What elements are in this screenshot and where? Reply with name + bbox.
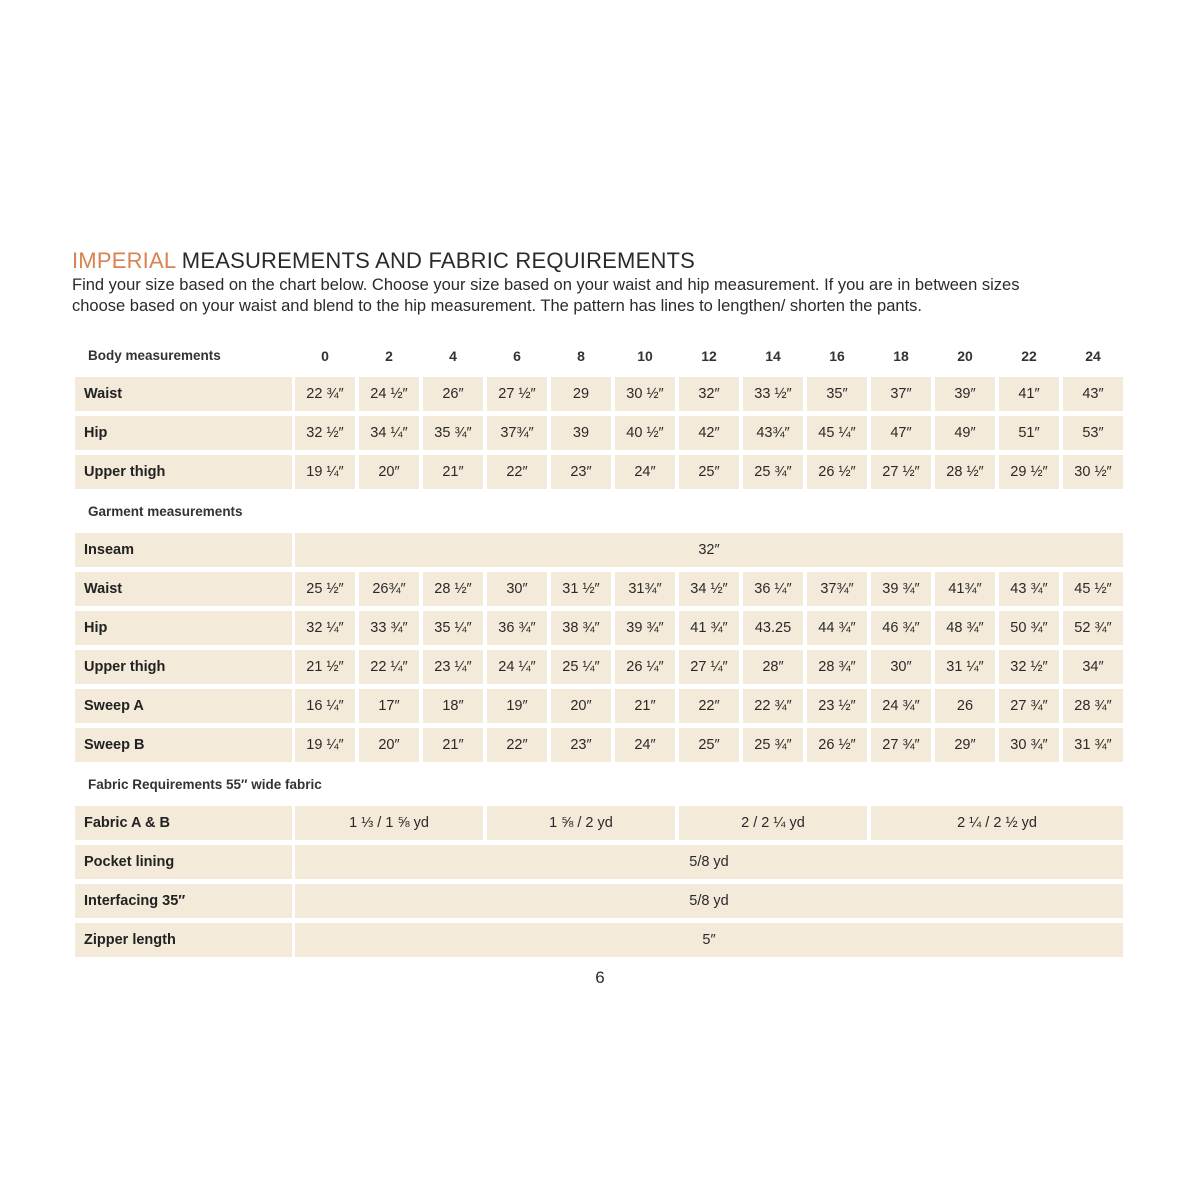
table-cell: 50 ¾″ (999, 611, 1059, 645)
size-header: 22 (1021, 347, 1037, 364)
table-cell: 22″ (487, 728, 547, 762)
table-cell: 5″ (295, 923, 1123, 957)
table-cell: 24″ (615, 728, 675, 762)
row-label: Waist (75, 572, 292, 606)
table-cell: 46 ¾″ (871, 611, 931, 645)
table-cell: 27 ½″ (871, 455, 931, 489)
row-label: Hip (75, 611, 292, 645)
table-cell: 20″ (551, 689, 611, 723)
size-header: 16 (829, 347, 845, 364)
table-cell: 25 ¾″ (743, 728, 803, 762)
table-cell: 48 ¾″ (935, 611, 995, 645)
table-cell: 41″ (999, 377, 1059, 411)
table-cell: 35 ¾″ (423, 416, 483, 450)
table-cell: 47″ (871, 416, 931, 450)
body-row-waist (75, 375, 1123, 414)
table-cell: 31¾″ (615, 572, 675, 606)
garment-row-hip (75, 609, 1123, 648)
table-cell: 43″ (1063, 377, 1123, 411)
table-cell: 28 ¾″ (807, 650, 867, 684)
table-cell: 1 ⅓ / 1 ⅝ yd (295, 806, 483, 840)
title-rest: MEASUREMENTS AND FABRIC REQUIREMENTS (175, 248, 696, 273)
table-cell: 43 ¾″ (999, 572, 1059, 606)
table-cell: 28 ¾″ (1063, 689, 1123, 723)
table-cell: 51″ (999, 416, 1059, 450)
body-measurements-header (75, 336, 1123, 375)
garment-row-sweep-a (75, 687, 1123, 726)
table-cell: 23″ (551, 728, 611, 762)
table-cell: 34 ½″ (679, 572, 739, 606)
page-title (72, 248, 695, 274)
table-cell: 30″ (487, 572, 547, 606)
table-cell: 22 ¾″ (743, 689, 803, 723)
table-cell: 20″ (359, 455, 419, 489)
table-cell: 32″ (679, 377, 739, 411)
garment-row-upper-thigh (75, 648, 1123, 687)
table-cell: 34″ (1063, 650, 1123, 684)
size-header: 24 (1085, 347, 1101, 364)
table-cell: 53″ (1063, 416, 1123, 450)
table-cell: 29″ (935, 728, 995, 762)
section-title-body: Body measurements (88, 348, 221, 363)
table-cell: 35 ¼″ (423, 611, 483, 645)
section-title-fabric: Fabric Requirements 55″ wide fabric (88, 777, 322, 792)
size-header: 0 (321, 347, 329, 364)
table-cell: 24″ (615, 455, 675, 489)
table-cell: 28 ½″ (935, 455, 995, 489)
row-label: Inseam (75, 533, 292, 567)
table-cell: 19 ¼″ (295, 455, 355, 489)
table-cell: 26 ½″ (807, 728, 867, 762)
table-cell: 33 ¾″ (359, 611, 419, 645)
size-header: 10 (637, 347, 653, 364)
fabric-requirements-header (75, 765, 1123, 804)
body-row-hip (75, 414, 1123, 453)
table-cell: 18″ (423, 689, 483, 723)
table-cell: 25 ¼″ (551, 650, 611, 684)
row-label: Hip (75, 416, 292, 450)
table-cell: 31 ¼″ (935, 650, 995, 684)
body-row-upper-thigh (75, 453, 1123, 492)
size-header: 8 (577, 347, 585, 364)
table-cell: 27 ¼″ (679, 650, 739, 684)
fabric-row-fabric-a-b (75, 804, 1123, 843)
table-cell: 31 ½″ (551, 572, 611, 606)
page-number: 6 (595, 968, 605, 987)
table-cell: 16 ¼″ (295, 689, 355, 723)
table-cell: 42″ (679, 416, 739, 450)
garment-measurements-header (75, 492, 1123, 531)
table-cell: 22″ (679, 689, 739, 723)
table-cell: 25″ (679, 728, 739, 762)
size-chart-table (75, 336, 1123, 960)
table-cell: 52 ¾″ (1063, 611, 1123, 645)
table-cell: 43.25 (743, 611, 803, 645)
table-cell: 36 ¾″ (487, 611, 547, 645)
table-cell: 37¾″ (807, 572, 867, 606)
table-cell: 26¾″ (359, 572, 419, 606)
table-cell: 27 ½″ (487, 377, 547, 411)
table-cell: 39 ¾″ (871, 572, 931, 606)
table-cell: 40 ½″ (615, 416, 675, 450)
table-cell: 43¾″ (743, 416, 803, 450)
table-cell: 34 ¼″ (359, 416, 419, 450)
section-title-garment: Garment measurements (88, 504, 243, 519)
table-cell: 26″ (423, 377, 483, 411)
garment-row-inseam (75, 531, 1123, 570)
size-header: 18 (893, 347, 909, 364)
size-header: 2 (385, 347, 393, 364)
table-cell: 32 ½″ (999, 650, 1059, 684)
fabric-row-interfacing-35 (75, 882, 1123, 921)
table-cell: 31 ¾″ (1063, 728, 1123, 762)
table-cell: 21″ (423, 455, 483, 489)
row-label: Sweep A (75, 689, 292, 723)
table-cell: 1 ⅝ / 2 yd (487, 806, 675, 840)
table-cell: 21″ (615, 689, 675, 723)
table-cell: 39″ (935, 377, 995, 411)
table-cell: 22″ (487, 455, 547, 489)
table-cell: 41¾″ (935, 572, 995, 606)
garment-row-sweep-b (75, 726, 1123, 765)
table-cell: 37″ (871, 377, 931, 411)
size-header: 14 (765, 347, 781, 364)
table-cell: 26 ¼″ (615, 650, 675, 684)
table-cell: 24 ¼″ (487, 650, 547, 684)
size-header: 20 (957, 347, 973, 364)
table-cell: 25 ¾″ (743, 455, 803, 489)
table-cell: 32″ (295, 533, 1123, 567)
table-cell: 21″ (423, 728, 483, 762)
table-cell: 29 (551, 377, 611, 411)
table-cell: 32 ¼″ (295, 611, 355, 645)
fabric-row-zipper-length (75, 921, 1123, 960)
table-cell: 30 ¾″ (999, 728, 1059, 762)
table-cell: 22 ¾″ (295, 377, 355, 411)
table-cell: 38 ¾″ (551, 611, 611, 645)
table-cell: 22 ¼″ (359, 650, 419, 684)
table-cell: 30″ (871, 650, 931, 684)
size-header: 12 (701, 347, 717, 364)
table-cell: 5/8 yd (295, 884, 1123, 918)
table-cell: 27 ¾″ (999, 689, 1059, 723)
table-cell: 23″ (551, 455, 611, 489)
table-cell: 25″ (679, 455, 739, 489)
table-cell: 39 (551, 416, 611, 450)
row-label: Fabric A & B (75, 806, 292, 840)
row-label: Zipper length (75, 923, 292, 957)
table-cell: 19 ¼″ (295, 728, 355, 762)
table-cell: 29 ½″ (999, 455, 1059, 489)
row-label: Upper thigh (75, 650, 292, 684)
table-cell: 45 ½″ (1063, 572, 1123, 606)
row-label: Waist (75, 377, 292, 411)
table-cell: 23 ½″ (807, 689, 867, 723)
table-cell: 26 (935, 689, 995, 723)
table-cell: 26 ½″ (807, 455, 867, 489)
table-cell: 2 / 2 ¼ yd (679, 806, 867, 840)
table-cell: 44 ¾″ (807, 611, 867, 645)
size-header: 6 (513, 347, 521, 364)
row-label: Upper thigh (75, 455, 292, 489)
table-cell: 37¾″ (487, 416, 547, 450)
intro-line-2: choose based on your waist and blend to the hip measurement. The pattern has lines to lengthen/ shorten the pants. (72, 297, 922, 315)
table-cell: 30 ½″ (1063, 455, 1123, 489)
row-label: Pocket lining (75, 845, 292, 879)
table-cell: 2 ¼ / 2 ½ yd (871, 806, 1123, 840)
table-cell: 35″ (807, 377, 867, 411)
table-cell: 30 ½″ (615, 377, 675, 411)
garment-row-waist (75, 570, 1123, 609)
table-cell: 24 ½″ (359, 377, 419, 411)
table-cell: 33 ½″ (743, 377, 803, 411)
table-cell: 27 ¾″ (871, 728, 931, 762)
table-cell: 21 ½″ (295, 650, 355, 684)
table-cell: 28 ½″ (423, 572, 483, 606)
intro-line-1: Find your size based on the chart below. Choose your size based on your waist and hip measurement. If you are in between sizes (72, 276, 1020, 294)
row-label: Sweep B (75, 728, 292, 762)
table-cell: 28″ (743, 650, 803, 684)
table-cell: 45 ¼″ (807, 416, 867, 450)
table-cell: 49″ (935, 416, 995, 450)
table-cell: 20″ (359, 728, 419, 762)
fabric-row-pocket-lining (75, 843, 1123, 882)
table-cell: 24 ¾″ (871, 689, 931, 723)
intro-text (72, 275, 1132, 317)
row-label: Interfacing 35″ (75, 884, 292, 918)
table-cell: 32 ½″ (295, 416, 355, 450)
size-header: 4 (449, 347, 457, 364)
table-cell: 5/8 yd (295, 845, 1123, 879)
table-cell: 17″ (359, 689, 419, 723)
table-cell: 23 ¼″ (423, 650, 483, 684)
table-cell: 25 ½″ (295, 572, 355, 606)
table-cell: 19″ (487, 689, 547, 723)
table-cell: 41 ¾″ (679, 611, 739, 645)
title-accent: IMPERIAL (72, 248, 176, 273)
table-cell: 36 ¼″ (743, 572, 803, 606)
table-cell: 39 ¾″ (615, 611, 675, 645)
